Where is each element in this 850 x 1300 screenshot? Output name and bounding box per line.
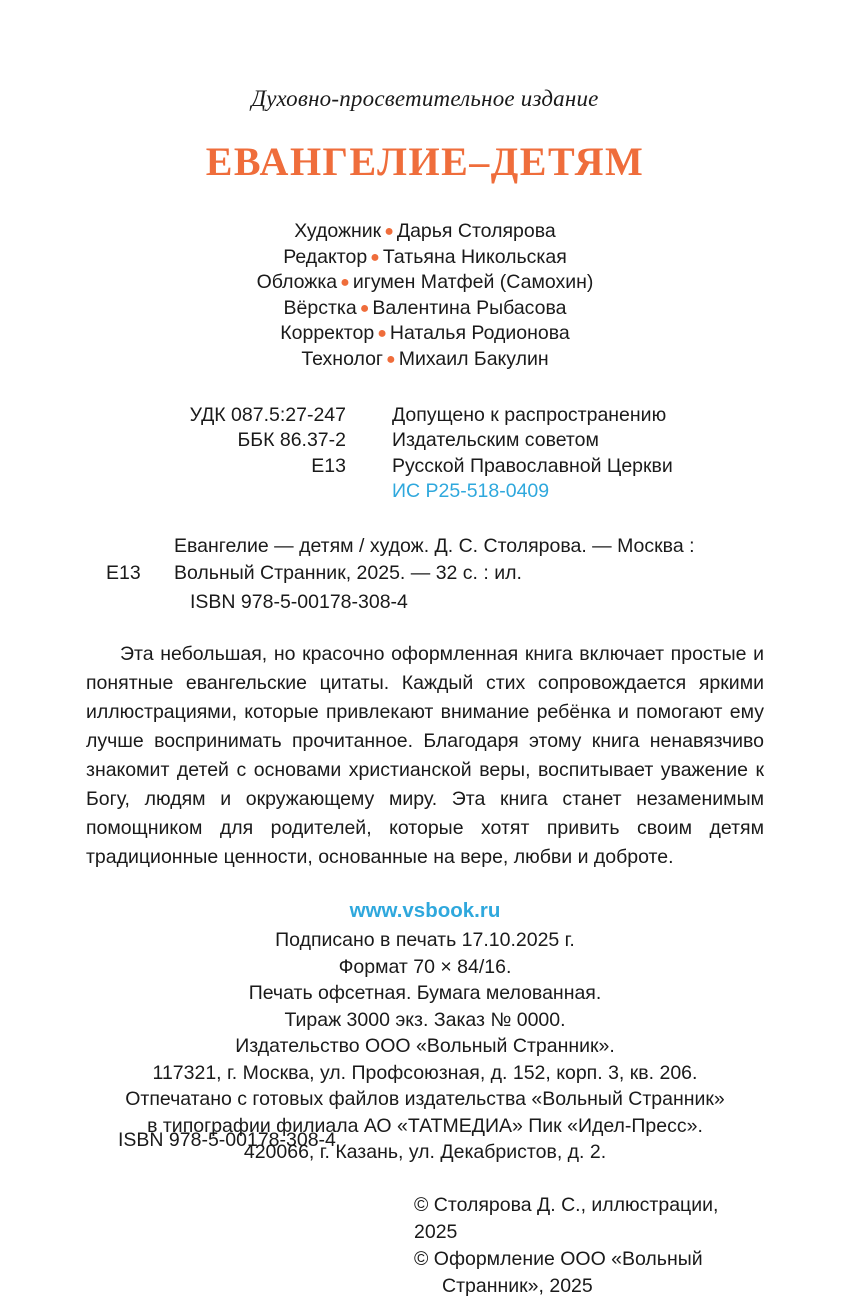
imprint-line: Подписано в печать 17.10.2025 г.: [275, 929, 575, 952]
credit-row: [84, 270, 766, 296]
imprint-line: 420066, г. Казань, ул. Декабристов, д. 2.: [243, 1141, 607, 1164]
credit-role: Обложка: [256, 271, 338, 294]
annotation-text: [84, 640, 766, 872]
imprint-line: в типографии филиала АО «ТАТМЕДИА» Пик «Идел-Пресс».: [147, 1114, 703, 1137]
credit-role: Вёрстка: [283, 296, 357, 319]
codes-and-approval: [84, 403, 766, 505]
bullet-icon: ●: [386, 351, 396, 369]
bullet-icon: ●: [377, 325, 387, 343]
imprint-line: Тираж 3000 экз. Заказ № 0000.: [284, 1008, 566, 1031]
approval-line-3: Русской Православной Церкви: [392, 454, 673, 477]
credit-row: [84, 296, 766, 322]
biblio-index-code: Е13: [106, 561, 141, 584]
credit-role: Редактор: [283, 245, 368, 268]
bibliographic-record: [84, 533, 766, 616]
page-title: ЕВАНГЕЛИЕ–ДЕТЯМ: [205, 139, 645, 184]
imprint-line: 117321, г. Москва, ул. Профсоюзная, д. 152, корп. 3, кв. 206.: [152, 1061, 698, 1084]
credit-person: Татьяна Никольская: [382, 245, 567, 268]
credit-person: Валентина Рыбасова: [372, 296, 567, 319]
bullet-icon: ●: [340, 274, 350, 292]
index-code: Е13: [311, 454, 346, 477]
approval-note: [384, 403, 766, 505]
annotation-paragraph: Эта небольшая, но красочно оформленная книга включает простые и понятные евангельские цитаты. Каждый стих сопровождается яркими иллюстрациями, которые привлекают внимание ребёнка и помогают ему лучше воспринимать прочитанное. Благодаря этому книга ненавязчиво знакомит детей с основами христианской веры, воспитывает уважение к Богу, людям и окружающему миру. Эта книга станет незаменимым помощником для родителей, которые хотят привить своим детям традиционные ценности, основанные на вере, любви и доброте.: [86, 642, 764, 868]
credit-role: Технолог: [301, 347, 384, 370]
credit-person: Наталья Родионова: [389, 322, 570, 345]
credit-person: Дарья Столярова: [396, 220, 556, 242]
credit-person: Михаил Бакулин: [398, 347, 549, 370]
credit-role: Художник: [294, 220, 382, 242]
imprint-line: Формат 70 × 84/16.: [338, 955, 512, 978]
udk-code: УДК 087.5:27-247: [189, 403, 346, 426]
credit-role: Корректор: [280, 322, 375, 345]
copyright-block: [84, 1192, 766, 1300]
credit-person: игумен Матфей (Самохин): [352, 271, 594, 294]
credit-row: [84, 219, 766, 245]
approval-line-2: Издательским советом: [392, 429, 599, 452]
website-link[interactable]: www.vsbook.ru: [349, 898, 501, 922]
bullet-icon: ●: [370, 248, 380, 266]
bullet-icon: ●: [359, 299, 370, 317]
biblio-line-1: Евангелие — детям / худож. Д. С. Столярова. — Москва :: [174, 534, 695, 557]
credit-row: [84, 321, 766, 347]
imprint-line: Отпечатано с готовых файлов издательства «Вольный Странник»: [125, 1088, 725, 1111]
classification-codes: [84, 403, 384, 505]
footer-isbn: ISBN 978-5-00178-308-4: [118, 1129, 336, 1151]
credit-row: [84, 347, 766, 373]
imprint-details: [84, 898, 766, 1166]
copyright-line-1: © Столярова Д. С., иллюстрации, 2025: [414, 1193, 719, 1243]
bbk-code: ББК 86.37-2: [237, 429, 346, 452]
imprint-line: Издательство ООО «Вольный Странник».: [235, 1035, 615, 1058]
imprint-line: Печать офсетная. Бумага мелованная.: [248, 982, 602, 1005]
approval-code: ИС Р25-518-0409: [392, 480, 550, 503]
biblio-line-2: Вольный Странник, 2025. — 32 с. : ил.: [174, 561, 522, 584]
edition-type: Духовно-просветительное издание: [251, 86, 599, 111]
credit-row: [84, 245, 766, 271]
bullet-icon: ●: [384, 223, 394, 241]
copyright-line-2: © Оформление ООО «Вольный: [414, 1247, 703, 1270]
copyright-line-3: Странник», 2025: [442, 1274, 593, 1297]
credits-list: [84, 219, 766, 373]
biblio-isbn: ISBN 978-5-00178-308-4: [190, 590, 408, 613]
approval-line-1: Допущено к распространению: [392, 403, 667, 426]
